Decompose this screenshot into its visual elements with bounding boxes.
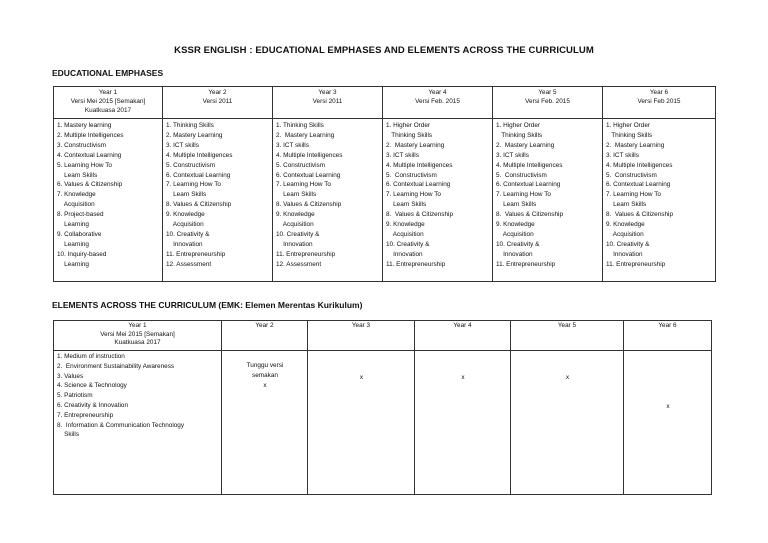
- elements-across-curriculum-heading: ELEMENTS ACROSS THE CURRICULUM (EMK: Elemen Merentas Kurikulum): [52, 300, 363, 310]
- emphasis-item: 6. Contextual Learning: [496, 181, 561, 189]
- emphasis-item: 7. Knowledge: [57, 191, 96, 199]
- emphasis-item: 2. Multiple Intelligences: [57, 131, 124, 139]
- year4-mark: x: [461, 374, 465, 381]
- emphasis-item: 10. Creativity &: [166, 230, 210, 238]
- year2-note-line: Tunggu versi: [246, 362, 284, 369]
- emphasis-item: 9. Knowledge: [496, 221, 535, 229]
- emphasis-item: 3. ICT skills: [166, 141, 199, 149]
- emphasis-item: 3. ICT skills: [496, 151, 529, 159]
- emphasis-item: 11. Entrepreneurship: [386, 260, 446, 268]
- header-line: Year 2: [208, 89, 227, 96]
- emphasis-item: Innovation: [276, 240, 313, 248]
- emphases-header-year6: [603, 87, 716, 119]
- emk-header-year5: Year 5: [511, 321, 624, 351]
- emk-header-year6: Year 6: [624, 321, 712, 351]
- emphasis-item: 8. Values & Citizenship: [386, 211, 454, 219]
- emphasis-item: Learn Skills: [166, 191, 207, 199]
- emphasis-item: 7. Learning How To: [606, 191, 661, 199]
- emphasis-item: 8. Project-based: [57, 211, 104, 219]
- emphasis-item: 4. Contextual Learning: [57, 151, 122, 159]
- emphasis-item: 9. Collaborative: [57, 230, 102, 238]
- emphases-list-year2: [163, 119, 273, 282]
- emphasis-item: 1. Thinking Skills: [276, 122, 324, 129]
- emphasis-item: Learn Skills: [276, 191, 317, 199]
- emphasis-item: 9. Knowledge: [606, 221, 645, 229]
- emphases-header-year5: [493, 87, 603, 119]
- header-line: Year 5: [538, 89, 557, 96]
- emphasis-item: 9. Knowledge: [276, 211, 315, 219]
- header-line: Year 1: [98, 89, 118, 96]
- emk-cell-year5: [511, 351, 624, 495]
- header-line: Versi 2011: [202, 98, 233, 105]
- emphasis-item: 5. Constructivism: [166, 161, 216, 169]
- emk-cell-year2: [222, 351, 308, 495]
- emphasis-item: 10. Creativity &: [386, 240, 430, 248]
- emphasis-item: 7. Learning How To: [276, 181, 331, 189]
- emphasis-item: 7. Learning How To: [496, 191, 551, 199]
- header-line: Versi Mei 2015 [Semakan]: [100, 330, 175, 338]
- emphasis-item: 3. Constructivism: [57, 141, 107, 149]
- header-line: Year 1: [128, 322, 147, 329]
- emk-header-year4: Year 4: [415, 321, 511, 351]
- emphasis-item: Learning: [57, 221, 89, 229]
- emphasis-item: 1. Higher Order: [496, 122, 541, 129]
- emphasis-item: Learn Skills: [606, 201, 647, 209]
- emphasis-item: 11. Entrepreneurship: [496, 260, 556, 268]
- year2-mark: x: [263, 381, 267, 389]
- emk-header-year2: Year 2: [222, 321, 308, 351]
- emphasis-item: Learning: [57, 240, 89, 248]
- emk-header-year3: Year 3: [308, 321, 415, 351]
- emphasis-item: 11. Entrepreneurship: [166, 250, 226, 258]
- emphasis-item: 10. Inquiry-based: [57, 250, 107, 258]
- header-line: Kuatkuasa 2017: [84, 107, 132, 114]
- emphases-list-year4: [383, 119, 493, 282]
- emphasis-item: 1. Thinking Skills: [166, 122, 214, 129]
- emk-cell-year4: [415, 351, 511, 495]
- emphasis-item: 6. Contextual Learning: [386, 181, 451, 189]
- emphasis-item: Acquisition: [606, 230, 644, 238]
- header-line: Versi Feb. 2015: [525, 98, 570, 105]
- emphases-header-year3: [273, 87, 383, 119]
- element-item: 4. Science & Technology: [57, 382, 127, 390]
- element-item: 6. Creativity & Innovation: [57, 401, 129, 409]
- emphasis-item: 7. Learning How To: [166, 181, 221, 189]
- emphasis-item: 10. Creativity &: [276, 230, 320, 238]
- emphasis-item: Acquisition: [386, 230, 424, 238]
- emphasis-item: 3. ICT skills: [606, 151, 639, 159]
- emphasis-item: 2. Mastery Learning: [386, 141, 445, 149]
- emphasis-item: Learn Skills: [386, 201, 427, 209]
- emphasis-item: Learn Skills: [496, 201, 537, 209]
- emphases-header-year2: [163, 87, 273, 119]
- emphases-list-year5: [493, 119, 603, 282]
- emphasis-item: 3. ICT skills: [276, 141, 309, 149]
- element-item: 7. Entrepreneurship: [57, 411, 114, 419]
- emphasis-item: 8. Values & Citizenship: [606, 211, 674, 219]
- header-line: Versi Feb. 2015: [415, 98, 460, 105]
- element-item: 1. Medium of instruction: [57, 353, 125, 360]
- emphasis-item: 1. Mastery learning: [57, 122, 112, 129]
- emphasis-item: 2. Mastery Learning: [276, 131, 335, 139]
- emphasis-item: Learning: [57, 260, 89, 268]
- emphases-list-year1: [54, 119, 163, 282]
- educational-emphases-table: [53, 86, 716, 282]
- emphasis-item: 2. Mastery Learning: [496, 141, 555, 149]
- emphasis-item: 9. Knowledge: [386, 221, 425, 229]
- year3-mark: x: [359, 374, 364, 381]
- emphasis-item: 9. Knowledge: [166, 211, 205, 219]
- emphases-body-row: [54, 119, 716, 282]
- emphasis-item: 5. Constructivism: [496, 171, 547, 179]
- emphasis-item: 10. Creativity &: [496, 240, 540, 248]
- emk-cell-year3: [308, 351, 415, 495]
- emphases-list-year3: [273, 119, 383, 282]
- emphasis-item: 5. Learning How To: [57, 161, 112, 169]
- emphasis-item: 6. Contextual Learning: [606, 181, 671, 189]
- emphasis-item: Acquisition: [57, 201, 95, 209]
- year2-note-line: semakan: [252, 371, 278, 379]
- elements-across-curriculum-table: [53, 320, 712, 495]
- year6-mark: x: [666, 403, 670, 410]
- element-item: 2. Environment Sustainability Awareness: [57, 362, 175, 370]
- emk-list-year1: [54, 351, 222, 495]
- header-line: Versi Mei 2015 [Semakan]: [70, 98, 146, 105]
- educational-emphases-heading: EDUCATIONAL EMPHASES: [52, 68, 164, 78]
- header-line: Year 3: [318, 89, 337, 96]
- emphasis-item: 1. Higher Order: [606, 122, 651, 129]
- document-title: KSSR ENGLISH : EDUCATIONAL EMPHASES AND ELEMENTS ACROSS THE CURRICULUM: [174, 45, 594, 56]
- emphasis-item: 2. Mastery Learning: [166, 131, 223, 139]
- emk-body-row: [54, 351, 712, 495]
- emphasis-item: Innovation: [496, 250, 533, 258]
- emphasis-item: 5. Constructivism: [606, 171, 657, 179]
- emphasis-item: 5. Constructivism: [276, 161, 326, 169]
- emphasis-item: 8. Values & Citizenship: [276, 201, 342, 209]
- emphasis-item: Thinking Skills: [496, 131, 543, 139]
- element-item: 3. Values: [57, 372, 84, 380]
- emphasis-item: Thinking Skills: [606, 131, 653, 139]
- emk-header-year1: [54, 321, 222, 351]
- emphasis-item: 6. Values & Citizenship: [57, 181, 123, 189]
- emphases-header-row: [54, 87, 716, 119]
- emphases-list-year6: [603, 119, 716, 282]
- emphasis-item: Acquisition: [276, 221, 314, 229]
- emphasis-item: 12. Assessment: [166, 260, 212, 268]
- emphasis-item: 8. Values & Citizenship: [166, 201, 232, 209]
- element-item: Skills: [57, 431, 80, 439]
- emphasis-item: Thinking Skills: [386, 131, 433, 139]
- emphasis-item: Acquisition: [496, 230, 534, 238]
- emphasis-item: Innovation: [166, 240, 203, 248]
- emphases-header-year1: [54, 87, 163, 119]
- emphases-header-year4: [383, 87, 493, 119]
- header-line: Versi Feb 2015: [637, 98, 681, 105]
- year5-mark: x: [565, 374, 570, 381]
- emk-cell-year6: [624, 351, 712, 495]
- header-line: Year 6: [649, 89, 669, 96]
- emphasis-item: 4. Multiple Intelligences: [386, 161, 453, 169]
- emphasis-item: 10. Creativity &: [606, 240, 650, 248]
- emphasis-item: 8. Values & Citizenship: [496, 211, 564, 219]
- emphasis-item: Acquisition: [166, 221, 204, 229]
- emphasis-item: 11. Entrepreneurship: [606, 260, 666, 268]
- emphasis-item: 7. Learning How To: [386, 191, 441, 199]
- emphasis-item: Learn Skills: [57, 171, 98, 179]
- emphasis-item: 6. Contextual Learning: [276, 171, 341, 179]
- element-item: 5. Patriotism: [57, 392, 93, 400]
- emphasis-item: 11. Entrepreneurship: [276, 250, 336, 258]
- emk-header-row: [54, 321, 712, 351]
- emphasis-item: 12. Assessment: [276, 260, 322, 268]
- emphasis-item: 4. Multiple Intelligences: [166, 151, 233, 159]
- header-line: Year 4: [428, 89, 447, 96]
- header-line: Kuatkuasa 2017: [114, 339, 161, 347]
- element-item: 8. Information & Communication Technology: [57, 421, 185, 429]
- emphasis-item: 4. Multiple Intelligences: [276, 151, 343, 159]
- emphasis-item: Innovation: [606, 250, 643, 258]
- emphasis-item: 1. Higher Order: [386, 122, 431, 129]
- emphasis-item: 4. Multiple Intelligences: [606, 161, 673, 169]
- header-line: Versi 2011: [312, 98, 343, 105]
- emphasis-item: 3. ICT skills: [386, 151, 419, 159]
- emphasis-item: 2. Mastery Learning: [606, 141, 665, 149]
- emphasis-item: Innovation: [386, 250, 423, 258]
- emphasis-item: 5. Constructivism: [386, 171, 437, 179]
- emphasis-item: 6. Contextual Learning: [166, 171, 231, 179]
- emphasis-item: 4. Multiple Intelligences: [496, 161, 563, 169]
